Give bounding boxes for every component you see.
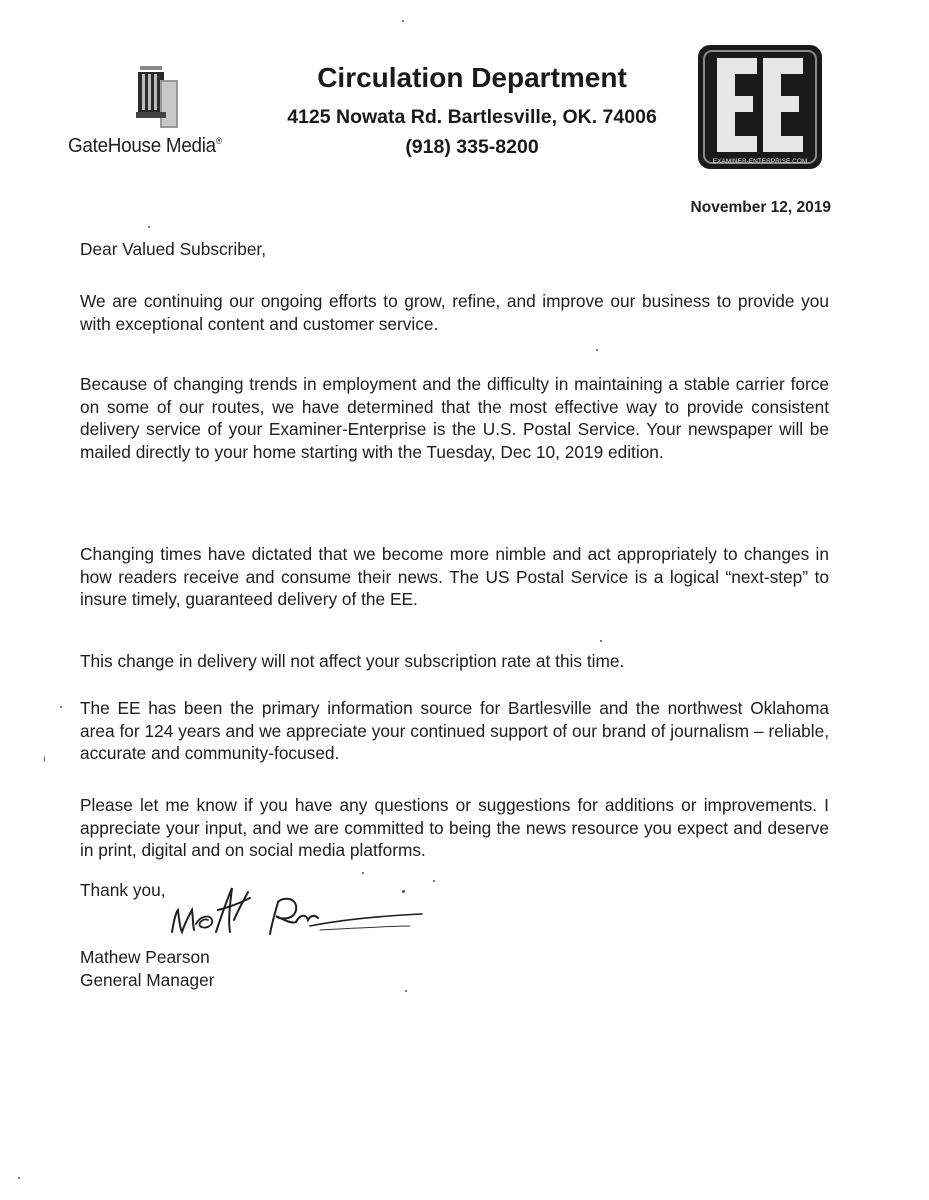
examiner-enterprise-logo [697,44,823,170]
signer-title: General Manager [80,969,215,990]
gatehouse-building-icon [134,62,182,130]
paragraph-4: This change in delivery will not affect your subscription rate at this time. [80,651,625,671]
scan-speck [596,349,598,351]
scan-speck [600,640,602,642]
scan-speck [402,890,405,893]
scan-speck [405,990,407,992]
scan-speck [18,1177,20,1179]
scan-speck [60,706,62,708]
paragraph-3: Changing times have dictated that we become more nimble and act appropriately to changes in how readers receive and consume their news. The US Postal Service is a logical “next-step” to insure timely, guaranteed delivery of the EE. [80,544,829,609]
salutation: Dear Valued Subscriber, [80,239,267,259]
closing: Thank you, [80,880,166,900]
ee-logo-url: EXAMINER-ENTERPRISE.COM [712,158,808,165]
signer-block [80,946,215,991]
paragraph-2: Because of changing trends in employment and the difficulty in maintaining a stable carrier force on some of our routes, we have determined that the most effective way to provide consistent delivery service of your Examiner-Enterprise is the U.S. Postal Service. Your newspaper will be mailed directly to your home starting with the Tuesday, Dec 10, 2019 edition. [80,374,829,462]
paragraph-6: Please let me know if you have any questions or suggestions for additions or improvements. I appreciate your input, and we are committed to being the news resource you expect and deserve in print, digital and on social media platforms. [80,795,829,860]
media-word: Media [165,134,216,157]
paragraph-5: The EE has been the primary information source for Bartlesville and the northwest Oklahoma area for 124 years and we appreciate your continued support of our brand of journalism – reliable, accurate and community-focused. [80,698,829,763]
scan-speck [433,880,435,882]
department-address: 4125 Nowata Rd. Bartlesville, OK. 74006 [287,106,657,128]
scan-speck [402,20,404,22]
gatehouse-word: GateHouse [68,134,161,157]
gatehouse-media-wordmark: GateHouse Media® [68,134,222,157]
scan-speck [44,756,45,762]
handwritten-signature [160,880,440,950]
gatehouse-media-logo [68,62,258,162]
letter-date: November 12, 2019 [690,199,831,216]
scan-speck [148,226,150,228]
department-phone: (918) 335-8200 [405,136,539,158]
paragraph-1: We are continuing our ongoing efforts to grow, refine, and improve our business to provide you with exceptional content and customer service. [80,291,829,334]
signer-name: Mathew Pearson [80,947,210,967]
page-title: Circulation Department [317,62,627,93]
scan-speck [362,872,364,874]
